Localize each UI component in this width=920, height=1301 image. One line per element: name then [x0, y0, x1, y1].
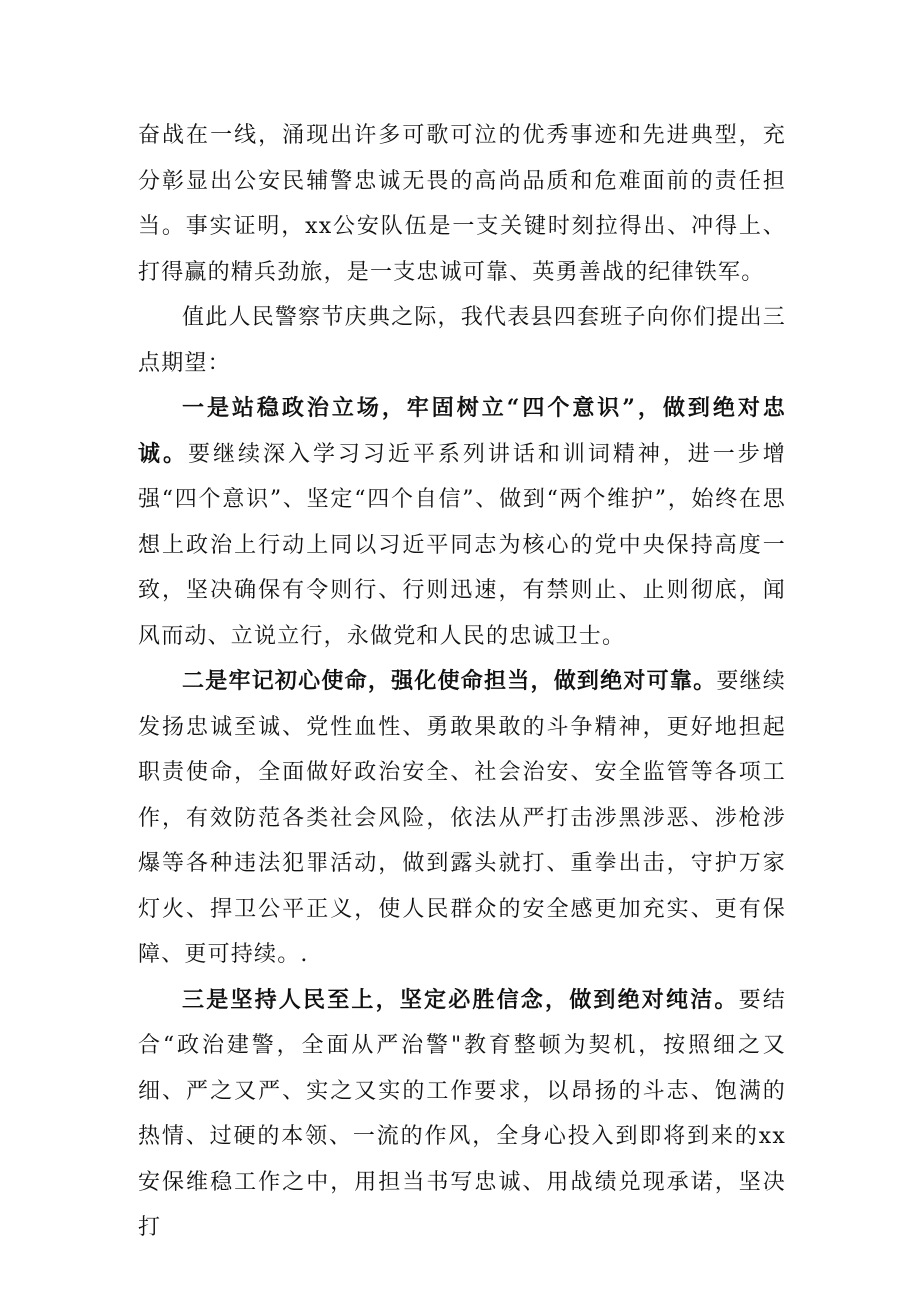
paragraph-text: 值此人民警察节庆典之际，我代表县四套班子向你们提出三点期望： [138, 305, 786, 376]
point-heading: 二是牢记初心使命，强化使命担当，做到绝对可靠。 [182, 668, 717, 694]
paragraph-text: 奋战在一线，涌现出许多可歌可泣的优秀事迹和先进典型，充分彰显出公安民辅警忠诚无畏的高尚品质和危难面前的责任担当。事实证明，xx公安队伍是一支关键时刻拉得出、冲得上、打得赢的精兵劲旅，是一支忠诚可靠、英勇善战的纪律铁军。 [138, 123, 786, 285]
point-heading: 一是站稳政治立场，牢固树立“四个意识”，做到绝对忠诚。 [138, 395, 786, 467]
paragraph-intro-continued [138, 113, 786, 295]
point-heading: 三是坚持人民至上，坚定必胜信念，做到绝对纯洁。 [182, 986, 739, 1013]
paragraph-expectations-intro [138, 295, 786, 386]
paragraph-point-three [138, 978, 786, 1251]
paragraph-text: 要结合“政治建警，全面从严治警"教育整顿为契机，按照细之又细、严之又严、实之又实的工作要求，以昂扬的斗志、饱满的热情、过硬的本领、一流的作风，全身心投入到即将到来的xx安保维稳工作之中，用担当书写忠诚、用战绩兑现承诺，坚决打 [138, 987, 786, 1240]
document-body [138, 113, 786, 1251]
paragraph-point-two [138, 659, 786, 978]
paragraph-point-one [138, 386, 786, 659]
paragraph-text: 要继续深入学习习近平系列讲话和训词精神，进一步增强“四个意识”、坚定“四个自信”、做到“两个维护”，始终在思想上政治上行动上同以习近平同志为核心的党中央保持高度一致，坚决确保有令则行、行则迅速，有禁则止、止则彻底，闻风而动、立说立行，永做党和人民的忠诚卫士。 [138, 441, 786, 649]
paragraph-text: 要继续发扬忠诚至诚、党性血性、勇敢果敢的斗争精神，更好地担起职责使命，全面做好政治安全、社会治安、安全监管等各项工作，有效防范各类社会风险，依法从严打击涉黑涉恶、涉枪涉爆等各种违法犯罪活动，做到露头就打、重拳出击，守护万家灯火、捍卫公平正义，使人民群众的安全感更加充实、更有保障、更可持续。. [138, 669, 786, 967]
